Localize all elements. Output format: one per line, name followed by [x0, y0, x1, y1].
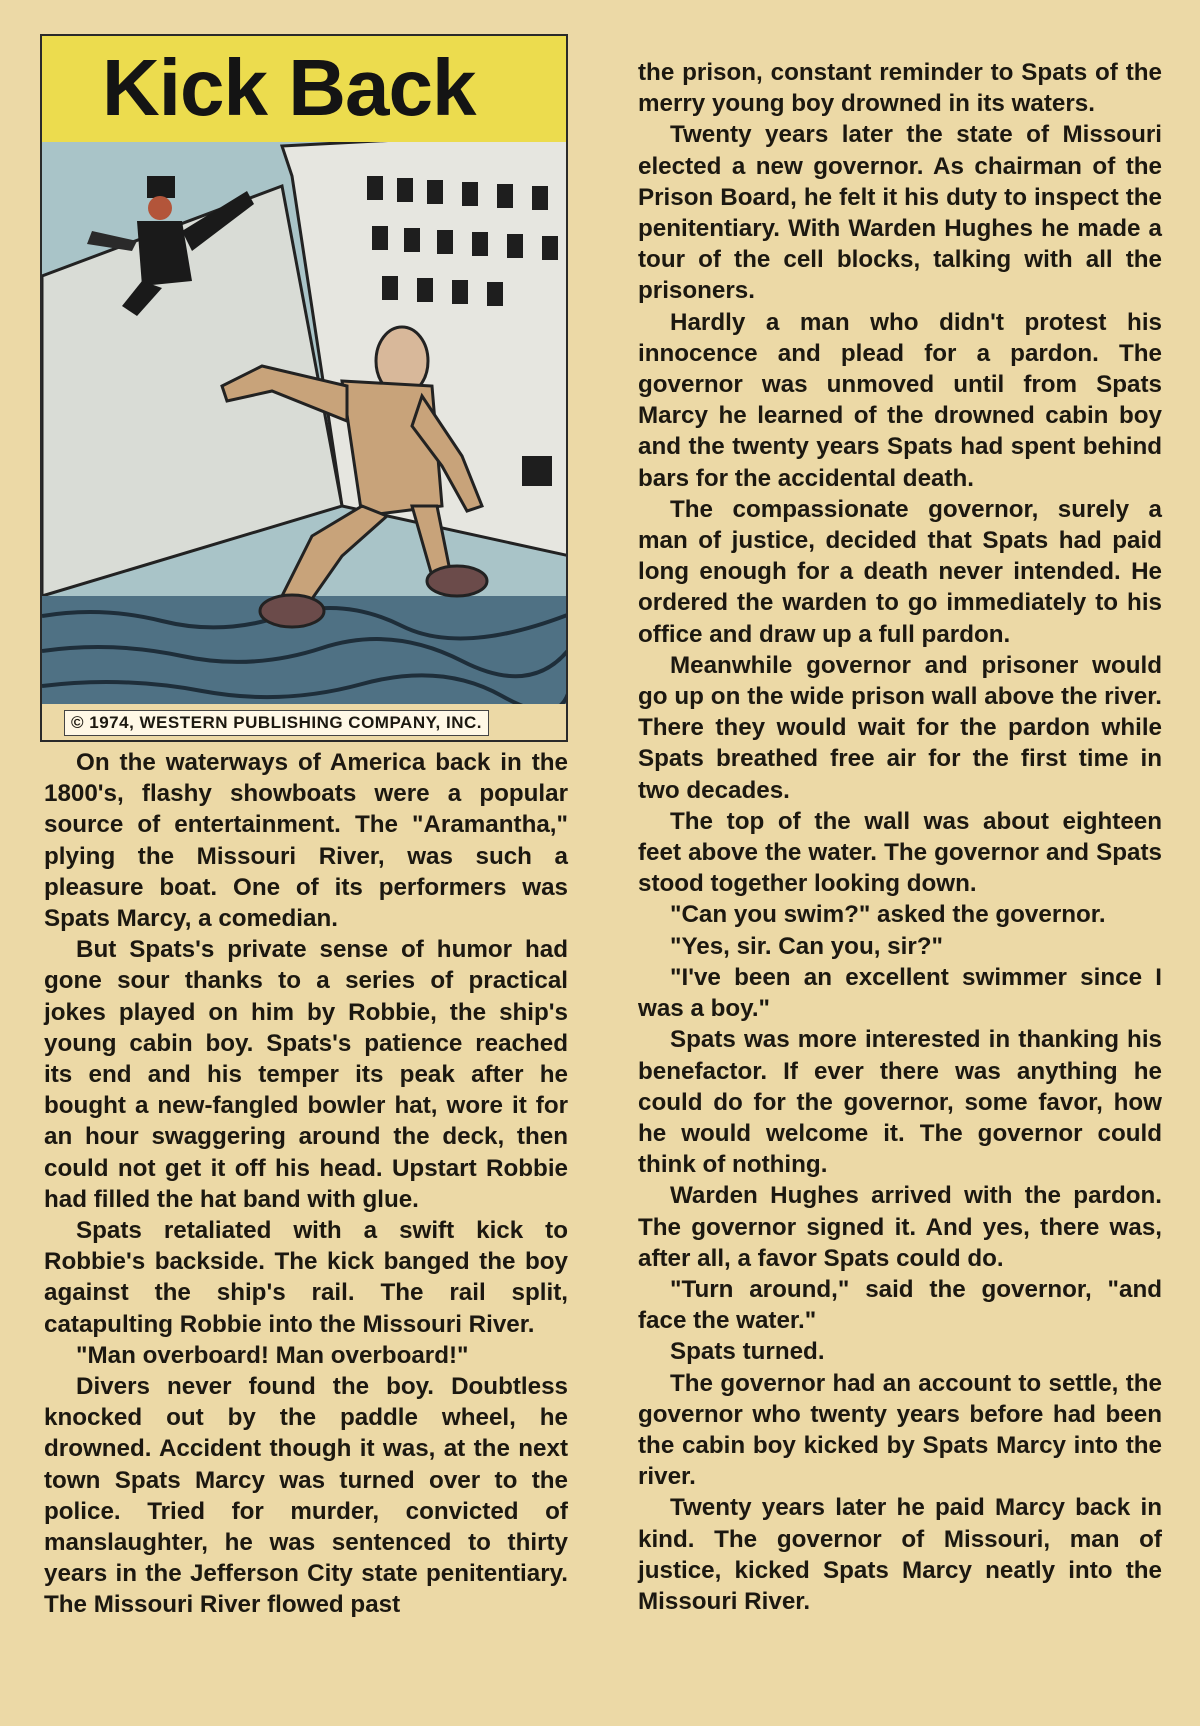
paragraph: Spats retaliated with a swift kick to Robbie's backside. The kick banged the boy against the ship's rail. The rail split, catapulting Robbie into the Missouri River.	[44, 1217, 568, 1338]
paragraph: "Can you swim?" asked the governor.	[670, 901, 1106, 929]
paragraph: Spats turned.	[670, 1338, 825, 1366]
paragraph: The top of the wall was about eighteen feet above the water. The governor and Spats stood together looking down.	[638, 807, 1162, 898]
paragraph: the prison, constant reminder to Spats of the merry young boy drowned in its waters.	[638, 59, 1162, 118]
paragraph: Twenty years later the state of Missouri elected a new governor. As chairman of the Prison Board, he felt it his duty to inspect the penitentiary. With Warden Hughes he made a tour of the cell blocks, talking with all the prisoners.	[638, 121, 1162, 305]
left-column-text	[44, 747, 568, 1621]
paragraph: Twenty years later he paid Marcy back in kind. The governor of Missouri, man of justice, kicked Spats Marcy neatly into the Missouri River.	[638, 1494, 1162, 1615]
paragraph: "I've been an excellent swimmer since I was a boy."	[638, 963, 1162, 1023]
copyright-strip	[42, 704, 568, 740]
paragraph: But Spats's private sense of humor had gone sour thanks to a series of practical jokes played on him by Robbie, the ship's young cabin boy. Spats's patience reached its end and his temper its peak after he bought a new-fangled bowler hat, wore it for an hour swaggering around the deck, then could not get it off his head. Upstart Robbie had filled the hat band with glue.	[44, 936, 568, 1213]
copyright-notice: © 1974, WESTERN PUBLISHING COMPANY, INC.	[64, 710, 489, 736]
paragraph: Warden Hughes arrived with the pardon. The governor signed it. And yes, there was, after all, a favor Spats could do.	[638, 1182, 1162, 1272]
paragraph: On the waterways of America back in the 1800's, flashy showboats were a popular source of entertainment. The "Aramantha," plying the Missouri River, was such a pleasure boat. One of its performers was Spats Marcy, a comedian.	[44, 749, 568, 933]
title-banner	[42, 36, 568, 142]
story-title: Kick Back	[102, 43, 476, 132]
paragraph: "Yes, sir. Can you, sir?"	[670, 932, 943, 960]
paragraph: Hardly a man who didn't protest his innocence and plead for a pardon. The governor was unmoved until from Spats Marcy he learned of the drowned cabin boy and the twenty years Spats had spent behind bars for the accidental death.	[638, 308, 1162, 492]
paragraph: The compassionate governor, surely a man of justice, decided that Spats had paid long enough for a death never intended. He ordered the warden to go immediately to his office and draw up a full pardon.	[638, 495, 1162, 648]
paragraph: Meanwhile governor and prisoner would go up on the wide prison wall above the river. There they would wait for the pardon while Spats breathed free air for the first time in two decades.	[638, 651, 1162, 804]
paragraph: "Turn around," said the governor, "and face the water."	[638, 1275, 1162, 1335]
paragraph: "Man overboard! Man overboard!"	[76, 1341, 469, 1369]
right-column-text	[638, 57, 1162, 1617]
paragraph: The governor had an account to settle, the governor who twenty years before had been the cabin boy kicked by Spats Marcy into the river.	[638, 1369, 1162, 1491]
paragraph: Spats was more interested in thanking his benefactor. If ever there was anything he could do for the governor, some favor, how he would welcome it. The governor could think of nothing.	[638, 1026, 1162, 1179]
paragraph: Divers never found the boy. Doubtless knocked out by the paddle wheel, he drowned. Accident though it was, at the next town Spats Marcy was turned over to the police. Tried for murder, convicted of manslaughter, he was sentenced to thirty years in the Jefferson City state penitentiary. The Missouri River flowed past	[44, 1373, 568, 1619]
illustration-panel	[40, 34, 568, 742]
